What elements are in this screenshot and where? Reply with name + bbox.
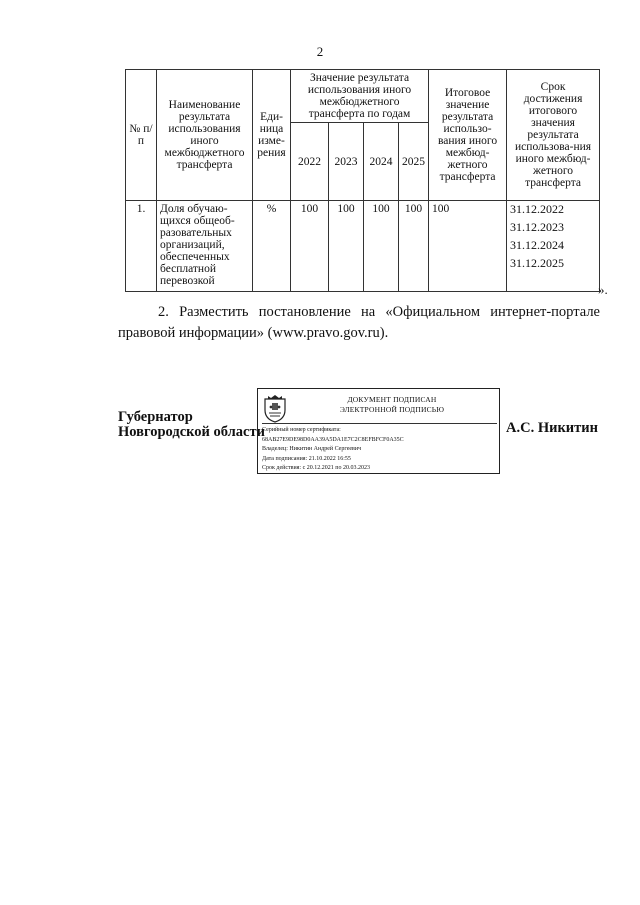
cell-unit: % (253, 201, 291, 292)
header-year: 2024 (364, 123, 399, 201)
cell-value: 100 (291, 201, 329, 292)
electronic-signature-stamp (257, 388, 500, 474)
stamp-serial-label: Серийный номер сертификата: (262, 427, 341, 433)
page-number: 2 (316, 44, 324, 59)
deadline-date: 31.12.2024 (510, 238, 565, 252)
header-year: 2022 (291, 123, 329, 201)
signature-position (118, 410, 265, 440)
header-total: Итоговое значение результата использо-вания иного межбюд-жетного трансферта (429, 70, 507, 201)
deadline-date: 31.12.2025 (510, 256, 565, 270)
header-unit: Еди-ница изме-рения (253, 70, 291, 201)
stamp-title-line: ДОКУМЕНТ ПОДПИСАН (347, 395, 437, 404)
stamp-divider (262, 423, 497, 424)
coat-of-arms-icon (262, 393, 288, 423)
closing-quote: ». (598, 282, 608, 297)
stamp-serial: 68AB27E9DE98D0AA39A5DA1E7C2C8EFBFCF0A35C (262, 436, 404, 443)
header-value-group: Значение результата использования иного межбюджетного трансферта по годам (291, 70, 429, 123)
cell-value: 100 (329, 201, 364, 292)
cell-name: Доля обучаю-щихся общеоб-разовательных организаций, обеспеченных бесплатной перевозкой (157, 201, 253, 292)
header-name: Наименование результата использования иного межбюджетного трансферта (157, 70, 253, 201)
stamp-details (262, 426, 404, 474)
cell-total: 100 (429, 201, 507, 292)
header-deadline: Срок достижения итогового значения результата использова-ния иного межбюд-жетного трансферта (507, 70, 600, 201)
signatory-name: А.С. Никитин (506, 420, 598, 436)
cell-value: 100 (399, 201, 429, 292)
cell-dates (507, 201, 600, 292)
publication-paragraph: 2. Разместить постановление на «Официальном интернет-портале правовой информации» (www.pravo.gov.ru). (118, 304, 600, 341)
signature-position-line: Губернатор (118, 409, 193, 425)
stamp-owner: Владелец: Никитин Андрей Сергеевич (262, 446, 362, 453)
deadline-date: 31.12.2022 (510, 202, 565, 216)
deadline-date: 31.12.2023 (510, 220, 565, 234)
stamp-signed-date: Дата подписания: 21.10.2022 16:55 (262, 455, 351, 462)
results-table (125, 69, 600, 292)
stamp-title-line: ЭЛЕКТРОННОЙ ПОДПИСЬЮ (339, 405, 445, 414)
table-row (126, 201, 600, 292)
stamp-title (292, 395, 492, 415)
cell-num: 1. (126, 201, 157, 292)
stamp-validity: Срок действия: с 20.12.2021 по 20.03.2023 (262, 465, 370, 472)
signature-position-line: Новгородской области (118, 424, 265, 440)
header-year: 2025 (399, 123, 429, 201)
header-num: № п/п (126, 70, 157, 201)
header-year: 2023 (329, 123, 364, 201)
cell-value: 100 (364, 201, 399, 292)
